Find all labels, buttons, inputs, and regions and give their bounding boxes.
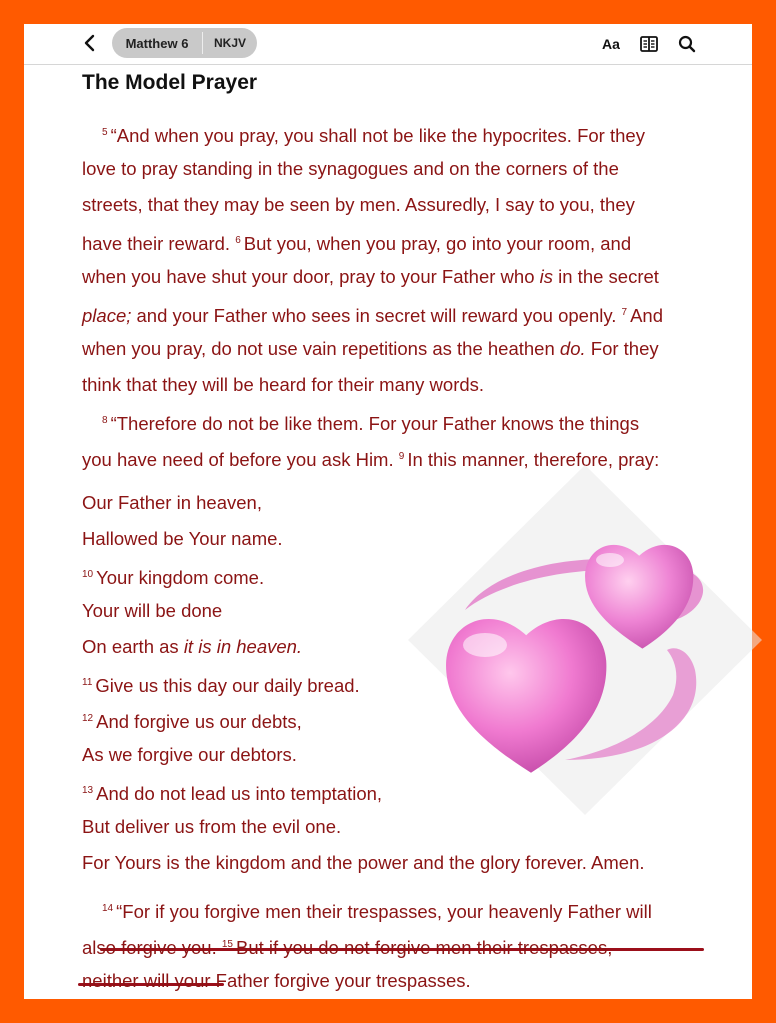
verse-text: On earth as: [82, 636, 179, 657]
verse-text: in the secret: [558, 266, 659, 287]
italic-word: place;: [82, 305, 132, 327]
text-line: [82, 367, 484, 403]
verse-text: think that they will be heard for their many words.: [82, 374, 485, 395]
prayer-line: [82, 557, 264, 596]
section-title: The Model Prayer: [82, 71, 258, 94]
verse-text: love to pray standing in the synagogues and on the corners of the: [82, 158, 619, 179]
verse-text: Your kingdom come.: [96, 567, 265, 589]
italic-word: it is in heaven.: [183, 636, 303, 657]
verse-number: 8: [102, 415, 108, 426]
verse-text: But you, when you pray, go into your room, and: [243, 233, 632, 255]
text-line: [102, 115, 645, 154]
verse-text: As we forgive our debtors.: [82, 744, 297, 765]
text-line: [82, 259, 659, 295]
verse-text: “For if you forgive men their trespasses, your heavenly Father will: [116, 901, 652, 923]
italic-word: do.: [559, 338, 586, 359]
verse-text: For they: [590, 338, 659, 359]
italic-word: is: [539, 266, 553, 287]
chevron-left-icon: [83, 34, 97, 52]
verse-text: And forgive us our debts,: [96, 711, 302, 733]
text-line: [82, 295, 663, 334]
search-icon: [678, 35, 696, 53]
verse-text: But deliver us from the evil one.: [82, 816, 342, 837]
verse-text: “Therefore do not be like them. For your Father knows the things: [110, 413, 640, 435]
prayer-line: [82, 701, 302, 740]
heart-highlight: [463, 633, 507, 657]
verse-text: also forgive you.: [82, 937, 217, 959]
back-button[interactable]: [78, 31, 102, 55]
verse-number: 9: [398, 451, 405, 462]
prayer-line: [82, 521, 283, 557]
prayer-line: [82, 485, 262, 521]
book-chapter-button[interactable]: Matthew 6: [125, 35, 189, 51]
book-version-selector: [112, 28, 257, 58]
verse-number: 15: [221, 939, 233, 950]
verse-number: 12: [82, 713, 94, 724]
prayer-line: [82, 737, 297, 773]
text-line: [82, 927, 612, 966]
verse-text: Your will be done: [82, 600, 223, 621]
text-line: [102, 403, 639, 442]
verse-number: 11: [82, 677, 93, 688]
verse-text: when you pray, do not use vain repetitions as the heathen: [82, 338, 555, 359]
verse-number: 10: [82, 569, 94, 580]
search-button[interactable]: [674, 32, 700, 56]
verse-text: neither will your Father forgive your trespasses.: [82, 970, 471, 991]
text-line: [82, 331, 659, 367]
verse-text: But if you do not forgive men their trespasses,: [235, 937, 613, 959]
text-line: [82, 223, 631, 262]
prayer-line: [82, 809, 341, 845]
version-button[interactable]: NKJV: [213, 36, 246, 50]
heart-highlight: [596, 553, 624, 567]
font-settings-button[interactable]: Aa: [602, 36, 620, 52]
book-icon-button[interactable]: [636, 32, 662, 56]
verse-text: In this manner, therefore, pray:: [407, 449, 660, 471]
verse-text: “And when you pray, you shall not be like the hypocrites. For they: [110, 125, 645, 147]
prayer-line: [82, 773, 382, 812]
verse-number: 13: [82, 785, 94, 796]
verse-number: 14: [102, 903, 114, 914]
top-toolbar: [24, 24, 752, 65]
verse-number: 6: [235, 235, 241, 246]
verse-text: Give us this day our daily bread.: [95, 675, 360, 697]
verse-text: when you have shut your door, pray to your Father who: [82, 266, 535, 287]
text-line: [102, 891, 652, 930]
verse-text: And: [630, 305, 664, 327]
revolving-hearts-sticker: [405, 460, 765, 820]
book-icon: [639, 34, 659, 54]
verse-number: 7: [621, 307, 628, 318]
verse-text: streets, that they may be seen by men. Assuredly, I say to you, they: [82, 194, 635, 215]
verse-text: have their reward.: [82, 233, 231, 255]
prayer-line: [82, 593, 222, 629]
verse-text: Our Father in heaven,: [82, 492, 262, 513]
text-line: [82, 151, 619, 187]
verse-text: And do not lead us into temptation,: [96, 783, 383, 805]
prayer-line: [82, 629, 302, 665]
prayer-line: [82, 665, 360, 704]
verse-number: 5: [102, 127, 108, 138]
verse-text: you have need of before you ask Him.: [82, 449, 394, 471]
text-line: [82, 963, 471, 999]
text-line: [82, 187, 635, 223]
prayer-line: [82, 845, 645, 881]
verse-text: and your Father who sees in secret will reward you openly.: [136, 305, 617, 327]
verse-text: Hallowed be Your name.: [82, 528, 283, 549]
verse-text: For Yours is the kingdom and the power and the glory forever. Amen.: [82, 852, 645, 873]
